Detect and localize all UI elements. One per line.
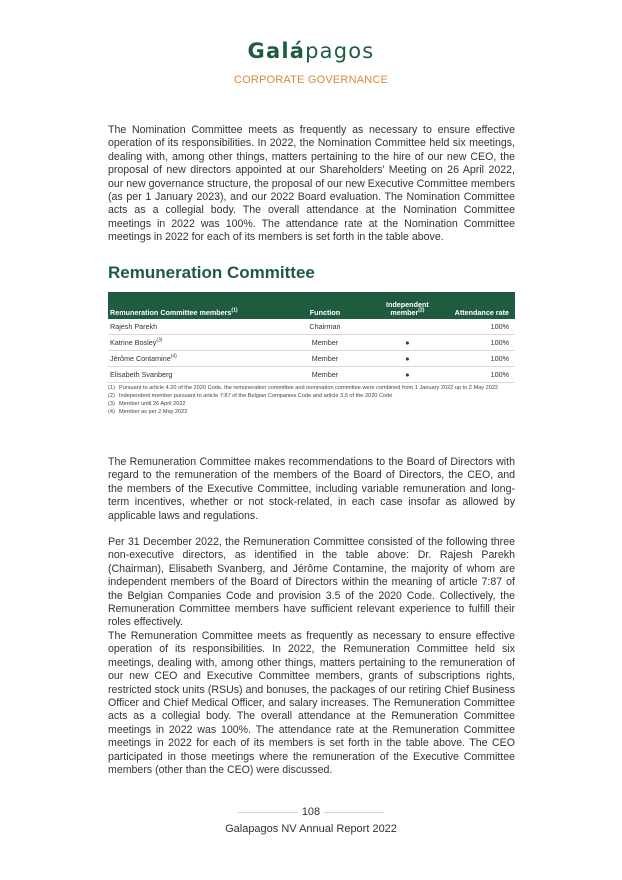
member-function: Member: [281, 367, 369, 383]
page-number-bar: [0, 806, 622, 818]
footnote-text: Member until 26 April 2022: [119, 401, 186, 407]
footnote: [108, 392, 515, 400]
attendance-rate: 100%: [446, 351, 515, 367]
header-members: [108, 292, 281, 319]
member-footnote-ref: (3): [156, 337, 163, 344]
logo-light-part: pagos: [305, 39, 375, 63]
member-name: Rajesh Parekh: [110, 322, 158, 331]
member-name-cell: [108, 335, 281, 351]
header-independent: [369, 292, 446, 319]
independent-marker: ●: [369, 351, 446, 367]
company-logo: [0, 39, 622, 63]
member-name: Elisabeth Svanberg: [110, 370, 173, 379]
independent-marker: ●: [369, 335, 446, 351]
header-independent-line1: Independent: [386, 300, 429, 309]
independent-marker: ●: [369, 367, 446, 383]
footnote-text: Pursuant to article 4.20 of the 2020 Code, the remuneration committee and nomination committee were combined from 1 January 2022 up to 2 May 2022: [119, 385, 499, 391]
section-label: CORPORATE GOVERNANCE: [233, 74, 389, 86]
section-heading: Remuneration Committee: [108, 263, 315, 282]
remuneration-committee-table: [108, 292, 515, 383]
member-name-cell: [108, 367, 281, 383]
body-paragraph-2: Per 31 December 2022, the Remuneration Committee consisted of the following three non-executive directors, as identified in the table above: Dr. Rajesh Parekh (Chairman), Elisabeth Svanberg, and Jérôme Contamine, the majority of whom are independent members of the Board of Directors within the meaning of article 7:87 of the Belgian Companies Code and provision 3.5 of the 2020 Code. Collectively, the Remuneration Committee members have sufficient relevant experience to fulfill their roles effectively.: [108, 536, 515, 629]
footnote-number: (2): [108, 393, 115, 399]
footnote: [108, 400, 515, 408]
logo-bold-part: Galá: [247, 39, 306, 63]
table-row: [108, 319, 515, 335]
member-name: Jérôme Contamine: [110, 354, 171, 363]
member-function: Member: [281, 351, 369, 367]
footnote-text: Independent member pursuant to article 7:87 of the Belgian Companies Code and article 3.5 of the 2020 Code: [119, 393, 393, 399]
member-function: Chairman: [281, 319, 369, 335]
header-attendance: Attendance rate: [446, 292, 515, 319]
member-name-cell: [108, 351, 281, 367]
header-independent-line2: member: [390, 308, 419, 317]
attendance-rate: 100%: [446, 335, 515, 351]
footnote-number: (1): [108, 385, 115, 391]
attendance-rate: 100%: [446, 367, 515, 383]
table-row: [108, 351, 515, 367]
attendance-rate: 100%: [446, 319, 515, 335]
footnote-number: (4): [108, 409, 115, 415]
footnote: [108, 408, 515, 416]
header-members-footnote-ref: (1): [231, 307, 238, 314]
member-function: Member: [281, 335, 369, 351]
footnote-number: (3): [108, 401, 115, 407]
footnote-text: Member as per 2 May 2022: [119, 409, 188, 415]
body-paragraph-3: The Remuneration Committee meets as frequently as necessary to ensure effective operation of its responsibilities. In 2022, the Remuneration Committee held six meetings, dealing with, among other things, matters pertaining to the remuneration of our new CEO and Executive Committee members, grants of subscriptions rights, restricted stock units (RSUs) and bonuses, the packages of our retiring Chief Business Officer and Chief Medical Officer, and salary increases. The Remuneration Committee acts as a collegial body. The overall attendance at the Remuneration Committee meetings in 2022 was 100%. The attendance rate at the Remuneration Committee meetings in 2022 for each of its members is set forth in the table above. The CEO participated in those meetings where the remuneration of the Executive Committee members (other than the CEO) were discussed.: [108, 630, 515, 777]
report-title: Galapagos NV Annual Report 2022: [225, 823, 397, 835]
table-row: [108, 367, 515, 383]
member-footnote-ref: (4): [170, 353, 177, 360]
table-header-row: [108, 292, 515, 319]
header-independent-footnote-ref: (2): [418, 307, 425, 314]
page-number: 108: [301, 806, 321, 818]
header-function: Function: [281, 292, 369, 319]
member-name-cell: [108, 319, 281, 335]
body-paragraph-1: The Remuneration Committee makes recommendations to the Board of Directors with regard to the remuneration of the members of the Board of Directors, the CEO, and the members of the Executive Committee, including variable remuneration and long-term incentives, whether or not stock-related, in each case insofar as allowed by applicable laws and regulations.: [108, 456, 515, 522]
footnote: [108, 384, 515, 392]
intro-paragraph: The Nomination Committee meets as frequently as necessary to ensure effective operation of its responsibilities. In 2022, the Nomination Committee held six meetings, dealing with, among other things, matters pertaining to the hire of our new CEO, the proposal of new directors appointed at our Shareholders’ Meeting on 26 April 2022, our new governance structure, the proposal of our new Executive Committee members (as per 1 January 2023), and our 2022 Board evaluation. The Nomination Committee acts as a collegial body. The overall attendance at the Nomination Committee meetings in 2022 was 100%. The attendance rate at the Nomination Committee meetings in 2022 for each of its members is set forth in the table above.: [108, 124, 515, 244]
table-footnotes: [108, 384, 515, 416]
independent-marker: [369, 319, 446, 335]
header-members-label: Remuneration Committee members: [110, 308, 232, 317]
table-row: [108, 335, 515, 351]
member-name: Katrine Bosley: [110, 338, 157, 347]
